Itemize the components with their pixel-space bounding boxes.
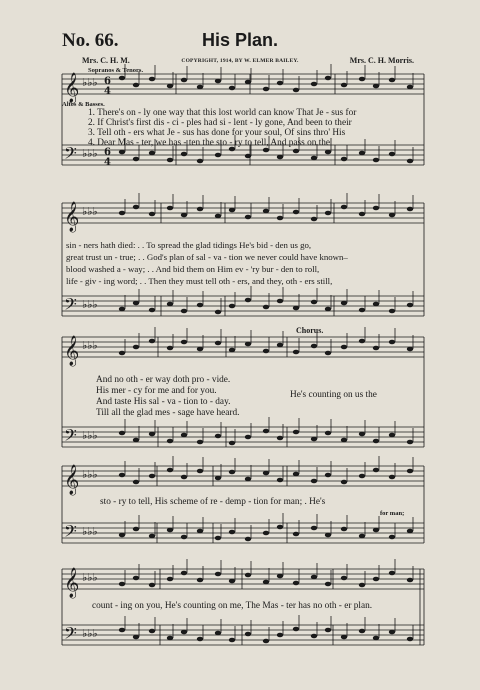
notehead [215,214,221,219]
notehead [229,579,235,584]
svg-text:♭♭♭: ♭♭♭ [82,627,98,640]
svg-text:♭♭♭: ♭♭♭ [82,147,98,160]
notehead [325,582,331,587]
notehead [325,150,331,155]
notehead [119,431,125,436]
notehead [229,530,235,535]
svg-text:𝄢: 𝄢 [64,294,77,318]
verse3-line3: And taste His sal - va - tion to - day. [96,397,231,407]
notehead [373,468,379,473]
notehead [325,628,331,633]
notehead [341,480,347,485]
notehead [293,430,299,435]
svg-text:♭♭♭: ♭♭♭ [82,571,98,584]
notehead [215,341,221,346]
svg-text:6: 6 [104,147,111,158]
notehead [263,148,269,153]
verse2-line2: great trust un - true; . . God's plan of sal - va - tion we never could have known– [66,252,348,262]
notehead [373,636,379,641]
notehead [133,635,139,640]
verse1-line3: And no oth - er way doth pro - vide. [96,375,231,385]
notehead [133,527,139,532]
notehead [389,309,395,314]
notehead [215,536,221,541]
notehead [149,339,155,344]
notehead [119,307,125,312]
notehead [229,86,235,91]
notehead [167,158,173,163]
upper-voices-label: Sopranos & Tenors. [88,67,144,74]
notehead [197,578,203,583]
notehead [167,468,173,473]
notehead [311,217,317,222]
composer-credit: Mrs. C. H. Morris. [349,56,414,65]
notehead [181,535,187,540]
svg-text:4: 4 [104,86,111,97]
notehead [341,345,347,350]
svg-text:𝄢: 𝄢 [64,623,77,647]
notehead [149,629,155,634]
notehead [325,307,331,312]
notehead [263,305,269,310]
notehead [149,151,155,156]
notehead [245,435,251,440]
notehead [373,577,379,582]
notehead [373,206,379,211]
notehead [215,153,221,158]
svg-text:4: 4 [104,157,111,168]
notehead [407,469,413,474]
notehead [277,525,283,530]
notehead [197,637,203,642]
notehead [149,474,155,479]
notehead [133,480,139,485]
notehead [119,150,125,155]
copyright-notice: COPYRIGHT, 1914, BY W. ELMER BAILEY. [181,58,299,64]
notehead [359,151,365,156]
notehead [341,635,347,640]
verse1-line2: sin - ners hath died: . . To spread the glad tidings He's bid - den us go, [66,240,312,250]
notehead [167,528,173,533]
notehead [119,76,125,81]
notehead [325,211,331,216]
notehead [389,433,395,438]
notehead [341,576,347,581]
notehead [293,88,299,93]
notehead [407,529,413,534]
notehead [229,638,235,643]
notehead [245,537,251,542]
notehead [293,581,299,586]
notehead [293,472,299,477]
verse3-line2: blood washed a - way; . . And bid them on Him ev - 'ry bur - den to roll, [66,264,320,274]
notehead [359,583,365,588]
notehead [311,437,317,442]
notehead [341,205,347,210]
for-man-cue: for man; [380,510,405,517]
notehead [229,470,235,475]
notehead [293,210,299,215]
notehead [341,438,347,443]
notehead [359,474,365,479]
notehead [263,429,269,434]
notehead [263,349,269,354]
notehead [389,571,395,576]
notehead [181,152,187,157]
notehead [325,351,331,356]
notehead [167,439,173,444]
notehead [133,83,139,88]
notehead [133,438,139,443]
notehead [293,532,299,537]
notehead [341,157,347,162]
notehead [167,206,173,211]
svg-text:𝄢: 𝄢 [64,143,77,167]
notehead [341,301,347,306]
notehead [181,630,187,635]
hymn-number: No. 66. [62,30,119,51]
notehead [407,303,413,308]
notehead [133,205,139,210]
notehead [181,213,187,218]
notehead [133,157,139,162]
notehead [263,87,269,92]
notehead [325,431,331,436]
notehead [277,574,283,579]
notehead [407,347,413,352]
chorus-line1: He's counting on us the [290,390,377,400]
notehead [181,78,187,83]
verse4-line1: 4. Dear Mas - ter, we has - ten the sto - ry to tell, And pass on the [88,138,331,148]
notehead [359,77,365,82]
hymn-title: His Plan. [201,30,279,50]
notehead [133,576,139,581]
notehead [389,78,395,83]
notehead [359,308,365,313]
lyricist-credit: Mrs. C. H. M. [82,56,130,65]
verse2-line3: His mer - cy for me and for you. [96,386,217,396]
notehead [197,85,203,90]
notehead [181,340,187,345]
notehead [229,208,235,213]
svg-text:♭♭♭: ♭♭♭ [82,525,98,538]
notehead [311,526,317,531]
notehead [373,439,379,444]
notehead [215,310,221,315]
notehead [373,528,379,533]
notehead [293,149,299,154]
chorus-line3: count - ing on you, He's counting on me, The Mas - ter has no oth - er plan. [92,601,373,611]
notehead [119,628,125,633]
notehead [373,346,379,351]
svg-text:♭♭♭: ♭♭♭ [82,429,98,442]
notehead [359,629,365,634]
notehead [245,573,251,578]
notehead [149,432,155,437]
notehead [197,440,203,445]
notehead [197,207,203,212]
notehead [167,636,173,641]
notehead [359,212,365,217]
notehead [263,471,269,476]
notehead [325,76,331,81]
notehead [215,572,221,577]
notehead [407,207,413,212]
notehead [119,211,125,216]
notehead [181,571,187,576]
notehead [277,81,283,86]
notehead [263,531,269,536]
notehead [407,440,413,445]
verse4-line2: life - giv - ing word; . . Then they must tell oth - ers, and they, oth - ers still, [66,276,333,286]
notehead [245,477,251,482]
svg-text:♭♭♭: ♭♭♭ [82,339,98,352]
notehead [119,582,125,587]
notehead [407,637,413,642]
svg-text:𝄢: 𝄢 [64,425,77,449]
notehead [181,433,187,438]
notehead [149,212,155,217]
svg-text:𝄞: 𝄞 [64,336,80,366]
notehead [373,84,379,89]
notehead [133,345,139,350]
notehead [373,158,379,163]
notehead [277,436,283,441]
notehead [341,83,347,88]
svg-text:𝄞: 𝄞 [64,73,80,103]
notehead [311,300,317,305]
notehead [167,346,173,351]
notehead [263,639,269,644]
notehead [229,348,235,353]
notehead [245,215,251,220]
notehead [277,155,283,160]
notehead [325,473,331,478]
notehead [311,634,317,639]
notehead [311,82,317,87]
notehead [119,473,125,478]
notehead [197,347,203,352]
chorus-label: Chorus. [296,326,324,335]
lower-voices-label: Altos & Basses. [62,101,105,108]
notehead [197,469,203,474]
notehead [245,632,251,637]
notehead [311,344,317,349]
notehead [119,351,125,356]
notehead [245,80,251,85]
notehead [389,475,395,480]
notehead [245,154,251,159]
notehead [359,534,365,539]
notehead [407,159,413,164]
notehead [341,527,347,532]
notehead [293,306,299,311]
notehead [359,339,365,344]
svg-text:♭♭♭: ♭♭♭ [82,76,98,89]
notehead [119,533,125,538]
notehead [245,342,251,347]
notehead [389,152,395,157]
verse2-line1: 2. If Christ's first dis - ci - ples had si - lent - ly gone, And been to their [88,118,352,128]
svg-text:♭♭♭: ♭♭♭ [82,298,98,311]
notehead [149,77,155,82]
notehead [389,213,395,218]
notehead [215,476,221,481]
notehead [181,475,187,480]
notehead [389,340,395,345]
svg-text:𝄞: 𝄞 [64,202,80,232]
svg-text:6: 6 [104,76,111,87]
notehead [167,302,173,307]
notehead [215,434,221,439]
notehead [263,209,269,214]
notehead [229,441,235,446]
notehead [359,432,365,437]
notehead [215,631,221,636]
verse1-line1: 1. There's on - ly one way that this lost world can know That Je - sus for [88,108,357,118]
notehead [197,159,203,164]
notehead [277,216,283,221]
notehead [277,633,283,638]
notehead [133,301,139,306]
notehead [389,535,395,540]
notehead [407,85,413,90]
notehead [229,304,235,309]
notehead [181,309,187,314]
notehead [215,79,221,84]
notehead [325,533,331,538]
notehead [167,577,173,582]
notehead [311,479,317,484]
notehead [197,529,203,534]
verse3-line1: 3. Tell oth - ers what Je - sus has done for your soul, Of sins thro' His [88,128,346,138]
svg-text:𝄢: 𝄢 [64,521,77,545]
notehead [311,575,317,580]
notehead [293,627,299,632]
notehead [389,630,395,635]
notehead [407,578,413,583]
notehead [277,299,283,304]
notehead [149,308,155,313]
notehead [293,350,299,355]
notehead [311,156,317,161]
notehead [149,583,155,588]
notehead [245,298,251,303]
notehead [149,534,155,539]
notehead [373,302,379,307]
notehead [197,303,203,308]
chorus-line2: sto - ry to tell, His scheme of re - demp - tion for man; . He's [100,497,326,507]
verse4-line3: Till all the glad mes - sage have heard. [96,408,240,418]
svg-text:𝄞: 𝄞 [64,568,80,598]
notehead [277,343,283,348]
svg-text:♭♭♭: ♭♭♭ [82,468,98,481]
notehead [277,478,283,483]
svg-text:𝄞: 𝄞 [64,465,80,495]
svg-text:♭♭♭: ♭♭♭ [82,205,98,218]
notehead [263,580,269,585]
notehead [167,84,173,89]
